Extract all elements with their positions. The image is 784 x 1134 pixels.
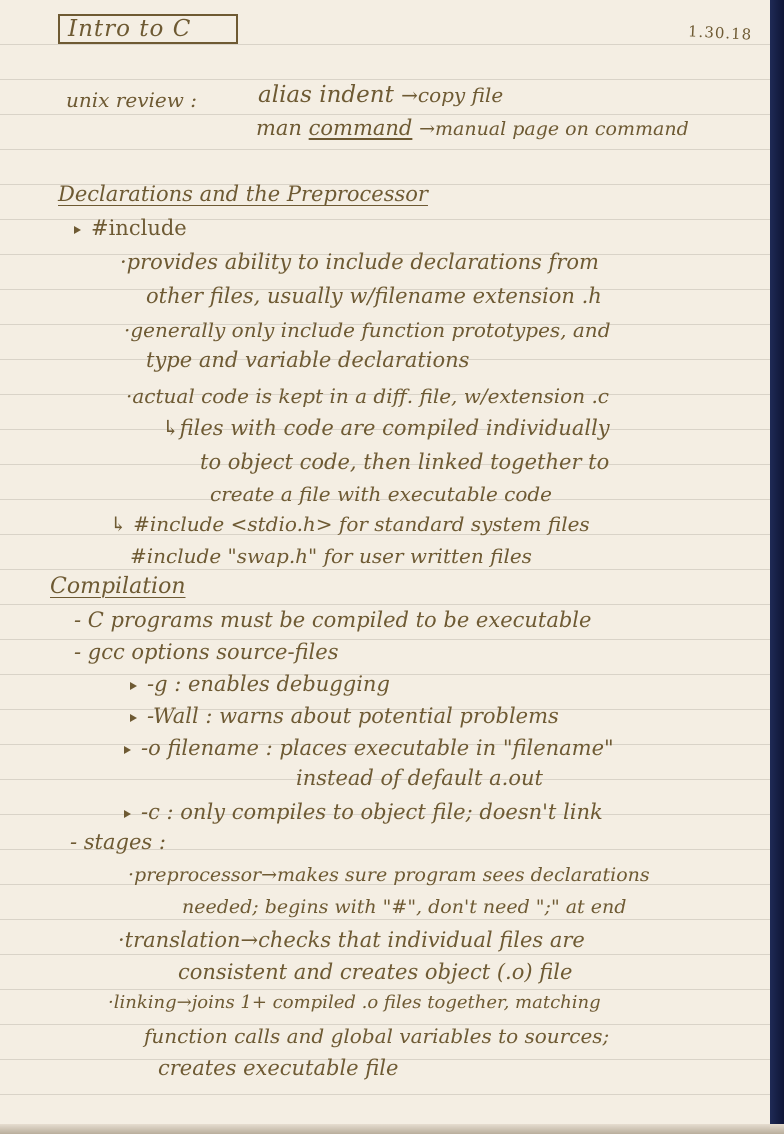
page-date: 1.30.18 <box>687 22 753 44</box>
unix-review-label: unix review : <box>66 88 197 112</box>
page-title: Intro to C <box>58 14 238 44</box>
triangle-bullet-icon <box>74 226 81 234</box>
notebook-edge <box>770 0 784 1134</box>
option-text: -g : enables debugging <box>147 672 390 696</box>
unix-man-desc: →manual page on command <box>419 118 689 140</box>
gcc-option-o <box>124 736 614 760</box>
decl-line-5: ·actual code is kept in a diff. file, w/extension .c <box>126 384 609 408</box>
option-text: -c : only compiles to object file; doesn't link <box>141 800 603 824</box>
stage-line-3: ·translation→checks that individual files are <box>118 928 585 952</box>
stages-label: - stages : <box>70 830 166 854</box>
include-label: #include <box>91 216 187 240</box>
include-stdio-line: ↳ #include <stdio.h> for standard system files <box>110 512 590 536</box>
declarations-heading: Declarations and the Preprocessor <box>58 182 428 206</box>
decl-line-3: ·generally only include function prototypes, and <box>124 318 611 342</box>
gcc-option-o-continued: instead of default a.out <box>296 766 543 790</box>
include-swap-line: #include "swap.h" for user written files <box>130 544 532 568</box>
gcc-option-g <box>130 672 390 696</box>
unix-line-2 <box>256 116 689 140</box>
decl-line-2: other files, usually w/filename extension .h <box>146 284 602 308</box>
decl-line-7: to object code, then linked together to <box>200 450 610 474</box>
gcc-option-c <box>124 800 603 824</box>
stage-line-2: needed; begins with "#", don't need ";" at end <box>182 896 627 918</box>
compilation-heading: Compilation <box>50 574 186 599</box>
decl-line-6: ↳files with code are compiled individually <box>162 416 610 440</box>
stage-line-6: function calls and global variables to sources; <box>144 1024 610 1048</box>
triangle-bullet-icon <box>130 682 137 690</box>
decl-line-4: type and variable declarations <box>146 348 470 372</box>
triangle-bullet-icon <box>124 746 131 754</box>
unix-alias-command: alias indent <box>258 82 394 108</box>
triangle-bullet-icon <box>124 810 131 818</box>
decl-line-1: ·provides ability to include declarations from <box>120 250 599 274</box>
stage-line-4: consistent and creates object (.o) file <box>178 960 573 984</box>
unix-man: man <box>256 116 302 140</box>
unix-alias-desc: →copy file <box>401 83 504 107</box>
comp-line-2: - gcc options source-files <box>74 640 339 664</box>
include-item <box>74 216 187 240</box>
comp-line-1: - C programs must be compiled to be executable <box>74 608 592 632</box>
stage-line-1: ·preprocessor→makes sure program sees declarations <box>128 864 650 886</box>
triangle-bullet-icon <box>130 714 137 722</box>
option-text: -o filename : places executable in "filename" <box>141 736 614 760</box>
unix-line-1 <box>258 82 503 108</box>
page-bottom-shadow <box>0 1124 784 1134</box>
gcc-option-wall <box>130 704 559 728</box>
option-text: -Wall : warns about potential problems <box>147 704 559 728</box>
stage-line-7: creates executable file <box>158 1056 399 1080</box>
unix-man-command: command <box>308 116 413 140</box>
decl-line-8: create a file with executable code <box>210 482 553 506</box>
stage-line-5: ·linking→joins 1+ compiled .o files together, matching <box>108 992 601 1013</box>
